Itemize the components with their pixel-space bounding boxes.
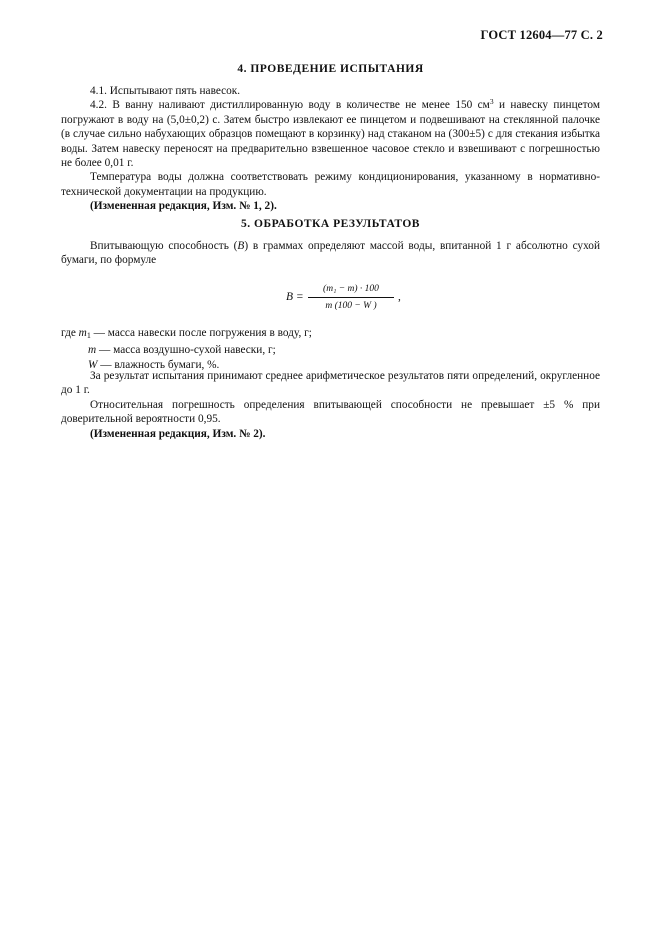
paragraph-4-2-part-b: и навеску пинцетом погружают в воду на (5,0±0,2) с. Затем быстро извлекают ее пинцетом и подвешивают на стеклянной палочке (в случае сильно набухающих образцов помещают в корзинку) над стаканом на (300±5) с для стекания избытка воды. Затем навеску переносят на предварительно взвешенное часовое стекло и взвешивают с погрешностью не более 0,01 г. [61, 99, 601, 170]
section-4-title: 4. ПРОВЕДЕНИЕ ИСПЫТАНИЯ [237, 63, 424, 75]
def-description: — влажность бумаги, %. [97, 358, 220, 371]
paragraph-error: Относительная погрешность определения впитывающей способности не превышает ±5 % при доверительной вероятности 0,95. [61, 398, 600, 426]
def-description: — масса воздушно-сухой навески, г; [96, 344, 276, 357]
paragraph-result: За результат испытания принимают среднее арифметическое результатов пяти определений, округленное до 1 г. [61, 370, 600, 397]
fraction-bar [308, 297, 394, 298]
paragraph-4-2-part-a: 4.2. В ванну наливают дистиллированную воду в количестве не менее 150 см [90, 99, 490, 112]
def-symbol: m [78, 327, 87, 339]
amendment-note-5: (Измененная редакция, Изм. № 2). [90, 427, 266, 440]
intro-part-b: ) в граммах определяют массой воды, впитанной 1 г абсолютно сухой бумаги, по формуле [61, 240, 600, 267]
cubic-superscript: 3 [489, 97, 494, 107]
formula-numerator: (m₁ − m) · 100 [323, 284, 379, 294]
where-prefix: где [61, 327, 76, 339]
definition-row [61, 326, 600, 343]
amendment-note-4: (Измененная редакция, Изм. № 1, 2). [90, 200, 277, 213]
section-5-title: 5. ОБРАБОТКА РЕЗУЛЬТАТОВ [241, 218, 420, 230]
intro-symbol: B [237, 240, 245, 252]
formula-fraction [308, 283, 394, 313]
intro-paragraph [61, 239, 600, 268]
paragraph-temperature: Температура воды должна соответствовать режиму кондиционирования, указанному в нормативно-технической документации на продукцию. [61, 171, 600, 198]
definitions-list [61, 326, 600, 372]
section-5-intro [61, 239, 600, 268]
formula-lhs: B = [286, 291, 304, 303]
formula-denominator: m (100 − W ) [325, 301, 377, 311]
intro-part-a: Впитывающую способность ( [90, 240, 238, 252]
def-symbol: m [88, 344, 97, 357]
paragraph-4-2 [61, 98, 600, 170]
def-symbol: W [88, 358, 98, 371]
def-subscript: 1 [86, 331, 91, 340]
section-5-body [61, 369, 600, 441]
section-4-body [61, 84, 600, 214]
definition-row [61, 343, 600, 357]
formula-comma: , [398, 291, 401, 303]
page-header: ГОСТ 12604—77 С. 2 [480, 28, 603, 42]
def-description: — масса навески после погружения в воду, г; [90, 327, 312, 339]
paragraph-4-1: 4.1. Испытывают пять навесок. [90, 85, 241, 97]
